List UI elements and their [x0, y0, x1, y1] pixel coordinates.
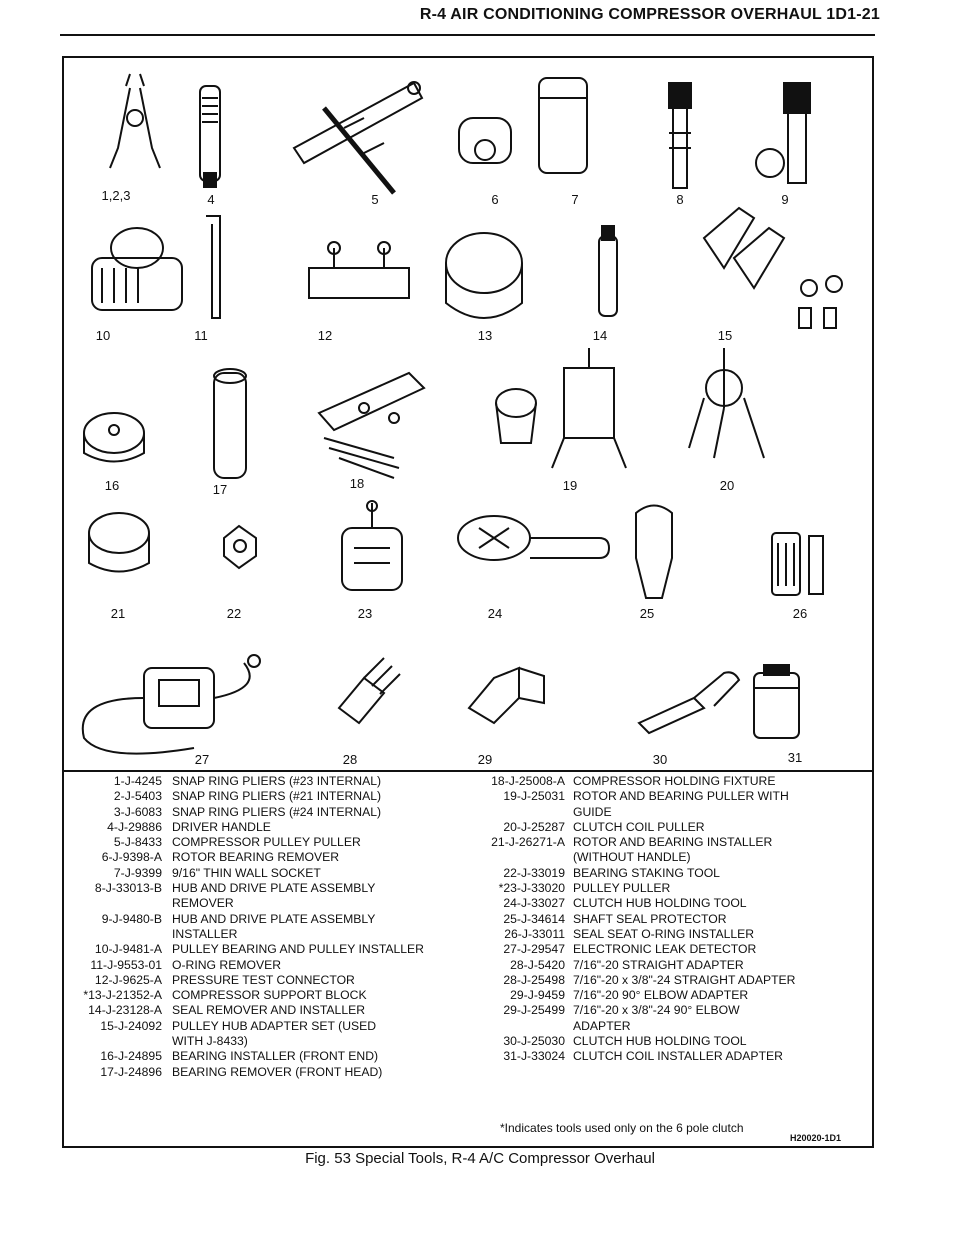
tool-code: 22-J-33019 [503, 865, 565, 880]
tool-description: COMPRESSOR SUPPORT BLOCK [172, 988, 367, 1003]
clutch-coil-puller-drawing [689, 348, 764, 458]
tool-description: ADAPTER [573, 1018, 631, 1033]
tool-code: 9-J-9480-B [101, 911, 162, 926]
pulley-hub-adapter-drawing [704, 208, 842, 328]
tool-illustrations [64, 58, 872, 778]
tool-description: ELECTRONIC LEAK DETECTOR [573, 942, 757, 957]
tool-code: *13-J-21352-A [83, 988, 162, 1003]
tool-description: ROTOR BEARING REMOVER [172, 850, 340, 865]
legend-row [66, 973, 486, 988]
tool-code: 11-J-9553-01 [90, 957, 162, 972]
tool-description: SNAP RING PLIERS (#24 INTERNAL) [172, 804, 382, 819]
figure-id: H20020-1D1 [790, 1133, 842, 1143]
tool-number: 31 [787, 750, 803, 765]
tool-code: 6-J-9398-A [101, 850, 162, 865]
tool-number: 23 [357, 606, 373, 621]
compressor-support-block-drawing [446, 233, 522, 318]
driver-handle-drawing [200, 86, 220, 187]
tool-description: 9/16" THIN WALL SOCKET [172, 865, 321, 880]
tool-number: 21 [110, 606, 126, 621]
bearing-staking-tool-drawing [224, 526, 256, 568]
tool-code: 29-J-25499 [503, 1003, 565, 1018]
tool-code: 18-J-25008-A [491, 774, 565, 788]
legend-rule [64, 770, 872, 772]
clutch-hub-holding-tool-2-drawing [639, 672, 739, 733]
tool-description: SEAL SEAT O-RING INSTALLER [573, 926, 755, 941]
legend-row [66, 1049, 486, 1064]
legend-row [66, 988, 486, 1003]
snap-ring-pliers-drawing [110, 74, 160, 168]
tool-description: 7/16"-20 x 3/8"-24 90° ELBOW [573, 1003, 740, 1018]
tool-description: BEARING STAKING TOOL [573, 865, 720, 880]
tool-description: INSTALLER [172, 926, 238, 941]
tool-code: 2-J-5403 [113, 789, 162, 804]
legend-row [470, 912, 870, 927]
shaft-seal-protector-drawing [636, 506, 672, 599]
legend-row [470, 789, 870, 804]
legend-row [66, 835, 486, 850]
tool-description: SHAFT SEAL PROTECTOR [573, 911, 727, 926]
rotor-bearing-remover-drawing [459, 118, 511, 163]
tool-number: 6 [491, 192, 499, 207]
legend-row [470, 942, 870, 957]
seal-seat-installer-drawing [772, 533, 823, 595]
legend-row [66, 1003, 486, 1018]
legend-row [66, 820, 486, 835]
rotor-bearing-puller-drawing [496, 348, 626, 468]
page-header: R-4 AIR CONDITIONING COMPRESSOR OVERHAUL 1D1-21 [419, 6, 880, 23]
tool-number: 9 [781, 192, 789, 207]
tool-number: 26 [792, 606, 808, 621]
tool-number: 4 [207, 192, 215, 207]
legend-row [470, 1019, 870, 1034]
tool-code: 27-J-29547 [503, 942, 565, 957]
tool-number: 7 [571, 192, 579, 207]
tool-code: 31-J-33024 [503, 1049, 565, 1064]
tool-description: SEAL REMOVER AND INSTALLER [172, 1003, 366, 1018]
legend-row [470, 805, 870, 820]
tool-code: 16-J-24895 [100, 1049, 162, 1064]
tool-description: HUB AND DRIVE PLATE ASSEMBLY [172, 881, 376, 896]
tool-number: 12 [317, 328, 333, 343]
tool-description: COMPRESSOR HOLDING FIXTURE [573, 774, 776, 788]
tool-code: 24-J-33027 [503, 896, 565, 911]
legend-row [66, 789, 486, 804]
legend-row [66, 881, 486, 896]
tool-code: 17-J-24896 [100, 1064, 162, 1079]
clutch-hub-holding-tool-drawing [458, 516, 609, 560]
tool-code: 29-J-9459 [510, 988, 565, 1003]
tool-description: DRIVER HANDLE [172, 819, 271, 834]
tool-number: 15 [717, 328, 733, 343]
tool-description: CLUTCH HUB HOLDING TOOL [573, 1034, 747, 1049]
tool-description: 7/16"-20 x 3/8"-24 STRAIGHT ADAPTER [573, 972, 796, 987]
tool-number: 16 [104, 478, 120, 493]
legend-row [470, 850, 870, 865]
tool-description: PULLEY HUB ADAPTER SET (USED [172, 1018, 377, 1033]
legend-row [470, 1034, 870, 1049]
o-ring-remover-drawing [206, 216, 220, 318]
pressure-test-connector-drawing [309, 242, 409, 298]
legend-row [470, 988, 870, 1003]
legend-row [66, 774, 486, 789]
tool-number: 24 [487, 606, 503, 621]
tool-code: 25-J-34614 [503, 911, 565, 926]
tool-number: 8 [676, 192, 684, 207]
compressor-holding-fixture-drawing [319, 373, 424, 478]
tool-code: 28-J-25498 [503, 972, 565, 987]
tool-number: 14 [592, 328, 608, 343]
tool-description: 7/16"-20 90° ELBOW ADAPTER [573, 988, 749, 1003]
tool-description: CLUTCH COIL PULLER [573, 819, 705, 834]
legend-row [470, 866, 870, 881]
legend-row [470, 820, 870, 835]
rotor-bearing-installer-drawing [89, 513, 149, 572]
tool-code: 15-J-24092 [100, 1018, 162, 1033]
legend-row [66, 958, 486, 973]
tool-description: GUIDE [573, 804, 612, 819]
legend-row [66, 1019, 486, 1034]
tool-description: PRESSURE TEST CONNECTOR [172, 972, 355, 987]
legend-row [470, 881, 870, 896]
legend-right-column [470, 774, 870, 1065]
tool-number: 1,2,3 [101, 188, 131, 203]
tool-number: 5 [371, 192, 379, 207]
tool-number: 10 [95, 328, 111, 343]
tool-code: 10-J-9481-A [94, 942, 162, 957]
tool-description: (WITHOUT HANDLE) [573, 850, 691, 865]
legend-row [470, 774, 870, 789]
tool-number: 20 [719, 478, 735, 493]
tool-code: 5-J-8433 [113, 835, 162, 850]
legend-row [66, 1034, 486, 1049]
legend-row [470, 1003, 870, 1018]
tool-description: CLUTCH HUB HOLDING TOOL [573, 896, 747, 911]
tool-description: HUB AND DRIVE PLATE ASSEMBLY [172, 911, 376, 926]
tool-number: 29 [477, 752, 493, 767]
tool-number: 11 [194, 328, 208, 343]
tool-number: 27 [194, 752, 210, 767]
legend-row [470, 835, 870, 850]
pulley-puller-drawing [294, 82, 422, 193]
tool-description: ROTOR AND BEARING PULLER WITH [573, 789, 789, 804]
bearing-remover-front-drawing [214, 369, 246, 478]
legend-row [66, 927, 486, 942]
hub-installer-drawing [756, 83, 810, 183]
legend-row [470, 973, 870, 988]
hub-remover-drawing [669, 83, 691, 188]
legend-row [66, 942, 486, 957]
legend-row [66, 896, 486, 911]
legend-row [66, 866, 486, 881]
tool-code: 8-J-33013-B [94, 881, 162, 896]
tool-code: 4-J-29886 [107, 819, 162, 834]
legend-row [470, 958, 870, 973]
tool-number: 13 [477, 328, 493, 343]
tool-number: 17 [212, 482, 228, 497]
tool-description: 7/16"-20 STRAIGHT ADAPTER [573, 957, 744, 972]
pulley-puller-small-drawing [342, 501, 402, 590]
tool-description: SNAP RING PLIERS (#23 INTERNAL) [172, 774, 382, 788]
tool-drawings [64, 58, 872, 778]
straight-adapter-drawing [339, 658, 400, 723]
tool-description: PULLEY BEARING AND PULLEY INSTALLER [172, 942, 424, 957]
tool-description: BEARING INSTALLER (FRONT END) [172, 1049, 379, 1064]
tool-number: 28 [342, 752, 358, 767]
tool-description: SNAP RING PLIERS (#21 INTERNAL) [172, 789, 382, 804]
tool-description: WITH J-8433) [172, 1034, 248, 1049]
clutch-coil-installer-adapter-drawing [754, 665, 799, 738]
legend-row [66, 1065, 486, 1080]
tool-description: CLUTCH COIL INSTALLER ADAPTER [573, 1049, 783, 1064]
thin-wall-socket-drawing [539, 78, 587, 173]
tool-code: 26-J-33011 [504, 926, 565, 941]
electronic-leak-detector-drawing [83, 655, 260, 754]
tool-description: PULLEY PULLER [573, 881, 671, 896]
tool-code: 20-J-25287 [503, 819, 565, 834]
tool-code: 28-J-5420 [510, 957, 565, 972]
tool-code: 30-J-25030 [503, 1034, 565, 1049]
pulley-bearing-installer-drawing [92, 228, 182, 310]
legend-row [66, 805, 486, 820]
tool-description: COMPRESSOR PULLEY PULLER [172, 835, 361, 850]
legend-row [66, 850, 486, 865]
tool-number: 19 [562, 478, 578, 493]
tool-description: BEARING REMOVER (FRONT HEAD) [172, 1064, 383, 1079]
header-rule [60, 34, 875, 36]
tool-code: 14-J-23128-A [88, 1003, 162, 1018]
tool-code: 3-J-6083 [113, 804, 162, 819]
tool-number: 30 [652, 752, 668, 767]
tool-number: 18 [349, 476, 365, 491]
tool-code: 12-J-9625-A [94, 972, 162, 987]
tool-description: ROTOR AND BEARING INSTALLER [573, 835, 773, 850]
figure-caption: Fig. 53 Special Tools, R-4 A/C Compressor Overhaul [305, 1150, 655, 1167]
tool-code: *23-J-33020 [498, 881, 565, 896]
legend-row [470, 927, 870, 942]
seal-remover-drawing [599, 226, 617, 316]
six-pole-note: *Indicates tools used only on the 6 pole clutch [500, 1121, 744, 1135]
elbow-adapter-drawing [469, 668, 544, 723]
tool-code: 21-J-26271-A [491, 835, 565, 850]
tool-code: 1-J-4245 [113, 774, 162, 788]
legend-row [470, 1049, 870, 1064]
tool-code: 7-J-9399 [113, 865, 162, 880]
legend-left-column [66, 774, 486, 1080]
legend-row [470, 896, 870, 911]
tool-description: O-RING REMOVER [172, 957, 282, 972]
bearing-installer-front-drawing [84, 413, 144, 462]
legend-row [66, 912, 486, 927]
tool-number: 25 [639, 606, 655, 621]
tool-description: REMOVER [172, 896, 234, 911]
tool-number: 22 [226, 606, 242, 621]
tool-code: 19-J-25031 [503, 789, 565, 804]
